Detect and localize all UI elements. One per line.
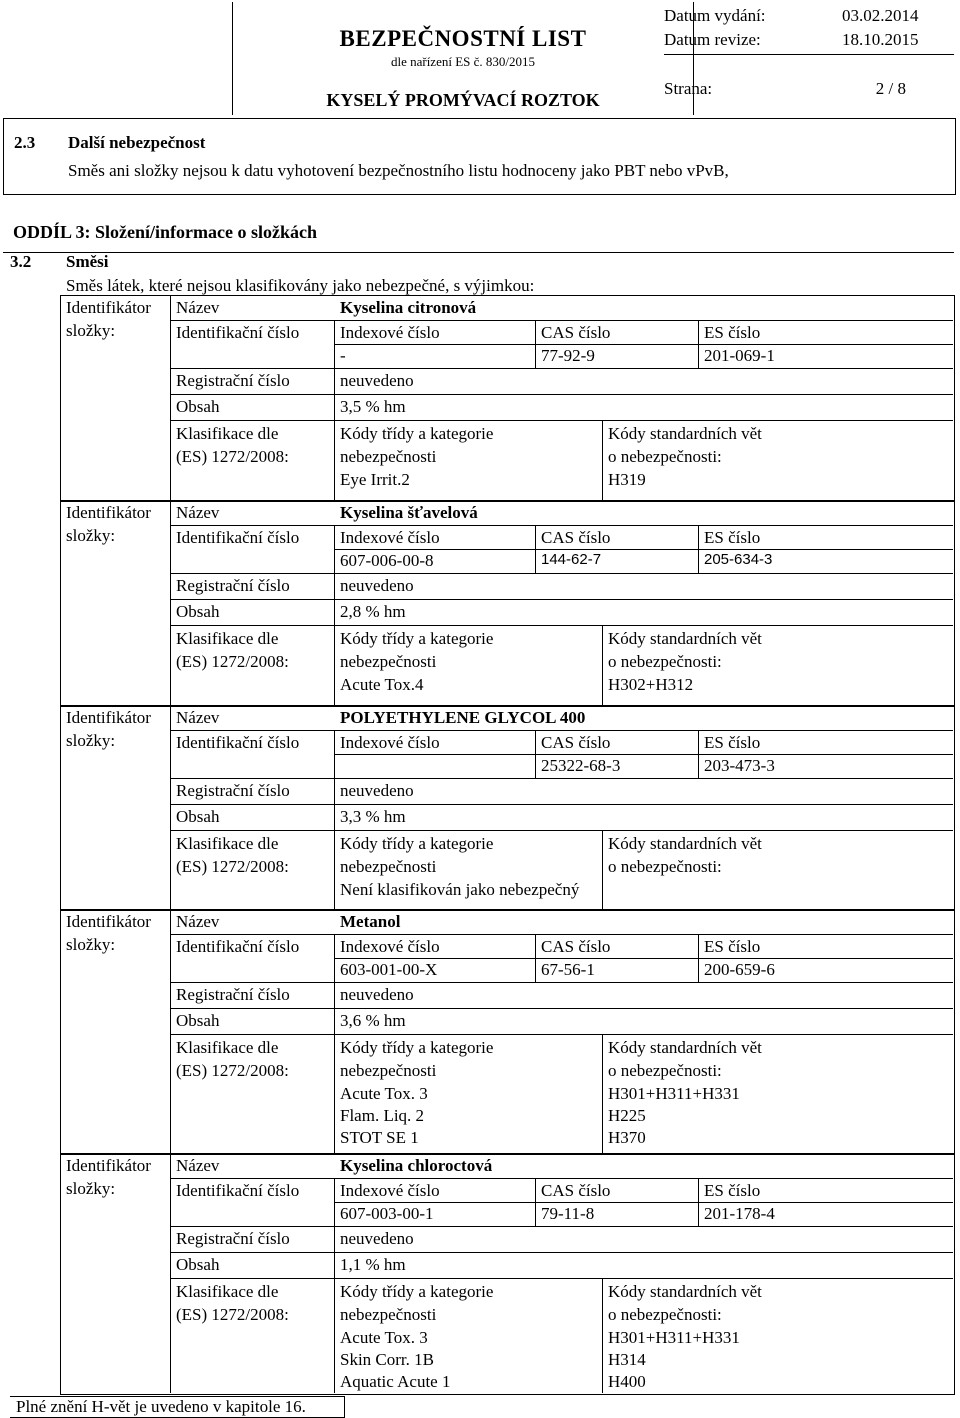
index-number-value: 607-006-00-8 — [340, 551, 434, 570]
section-2-3-title: Další nebezpečnost — [68, 133, 206, 152]
hazard-codes-label: Kódy standardních vět — [608, 424, 762, 443]
index-number-label: Indexové číslo — [340, 733, 440, 752]
es-number-value: 203-473-3 — [704, 756, 775, 775]
registration-label: Registrační číslo — [176, 781, 290, 800]
section-2-3-text: Směs ani složky nejsou k datu vyhotovení bezpečnostního listu hodnoceny jako PBT nebo vPvB, — [68, 161, 729, 180]
column-divider — [602, 830, 603, 909]
document-header — [0, 0, 960, 118]
identifier-label-2: složky: — [66, 321, 116, 340]
classification-label-2: (ES) 1272/2008: — [176, 1305, 289, 1324]
component-name: Kyselina citronová — [340, 298, 477, 317]
cas-number-value: 77-92-9 — [541, 346, 595, 365]
hazard-statement-code: H314 — [608, 1350, 646, 1369]
issue-date: 03.02.2014 — [842, 6, 919, 25]
hazard-class-code: Acute Tox. 3 — [340, 1328, 428, 1347]
hazard-statement-code: H225 — [608, 1106, 646, 1125]
registration-value: neuvedeno — [340, 576, 414, 595]
classification-label-2: (ES) 1272/2008: — [176, 652, 289, 671]
column-divider — [535, 320, 536, 368]
row-divider — [170, 420, 953, 421]
id-number-label: Identifikační číslo — [176, 1181, 300, 1200]
column-divider — [170, 909, 171, 1153]
column-divider — [334, 730, 335, 909]
classification-label-2: (ES) 1272/2008: — [176, 857, 289, 876]
component-block — [0, 1156, 960, 1396]
registration-value: neuvedeno — [340, 371, 414, 390]
row-divider — [334, 754, 953, 755]
content-label: Obsah — [176, 397, 220, 416]
column-divider — [602, 1034, 603, 1153]
index-number-label: Indexové číslo — [340, 323, 440, 342]
classification-label: Klasifikace dle — [176, 1282, 279, 1301]
row-divider — [334, 344, 953, 345]
id-number-label: Identifikační číslo — [176, 937, 300, 956]
identifier-label-2: složky: — [66, 935, 116, 954]
class-codes-label-2: nebezpečnosti — [340, 652, 437, 671]
revision-date-label: Datum revize: — [664, 30, 761, 49]
column-divider — [535, 1178, 536, 1226]
index-number-label: Indexové číslo — [340, 528, 440, 547]
class-codes-label: Kódy třídy a kategorie — [340, 1038, 494, 1057]
identifier-label-2: složky: — [66, 731, 116, 750]
component-name: Kyselina chloroctová — [340, 1156, 493, 1175]
row-divider — [170, 1252, 953, 1253]
section-3-2-title: Směsi — [66, 252, 109, 271]
footer-note — [10, 1396, 345, 1418]
name-label: Název — [176, 708, 220, 727]
registration-value: neuvedeno — [340, 985, 414, 1004]
index-number-label: Indexové číslo — [340, 1181, 440, 1200]
row-divider — [170, 320, 953, 321]
es-number-label: ES číslo — [704, 323, 761, 342]
row-divider — [334, 958, 953, 959]
cas-number-value: 67-56-1 — [541, 960, 595, 979]
hazard-class-code: Není klasifikován jako nebezpečný — [340, 880, 580, 899]
hazard-class-code: Acute Tox.4 — [340, 675, 424, 694]
hazard-statement-code: H319 — [608, 470, 646, 489]
registration-label: Registrační číslo — [176, 985, 290, 1004]
registration-value: neuvedeno — [340, 1229, 414, 1248]
column-divider — [170, 1153, 171, 1393]
classification-label-2: (ES) 1272/2008: — [176, 447, 289, 466]
identifier-label: Identifikátor — [66, 298, 151, 317]
name-label: Název — [176, 503, 220, 522]
row-divider — [170, 778, 953, 779]
cas-number-label: CAS číslo — [541, 733, 611, 752]
column-divider — [334, 525, 335, 705]
content-value: 2,8 % hm — [340, 602, 406, 621]
content-label: Obsah — [176, 1255, 220, 1274]
cas-number-label: CAS číslo — [541, 323, 611, 342]
section-2-3-number: 2.3 — [14, 133, 36, 152]
column-divider — [334, 1178, 335, 1393]
es-number-value: 205-634-3 — [704, 551, 773, 568]
column-divider — [602, 420, 603, 500]
classification-label-2: (ES) 1272/2008: — [176, 1061, 289, 1080]
page-number: 2 / 8 — [875, 79, 906, 98]
column-divider — [698, 525, 699, 573]
row-divider — [170, 804, 953, 805]
column-divider — [698, 1178, 699, 1226]
header-title-block — [232, 2, 694, 115]
page-label: Strana: — [664, 79, 713, 98]
section-3-2-number: 3.2 — [10, 252, 32, 271]
row-divider — [334, 549, 953, 550]
column-divider — [698, 730, 699, 778]
hazard-statement-code: H301+H311+H331 — [608, 1084, 740, 1103]
column-divider — [334, 934, 335, 1153]
component-name: POLYETHYLENE GLYCOL 400 — [340, 708, 586, 727]
section-3-title: ODDÍL 3: Složení/informace o složkách — [13, 222, 317, 242]
es-number-value: 200-659-6 — [704, 960, 775, 979]
column-divider — [170, 295, 171, 500]
cas-number-label: CAS číslo — [541, 528, 611, 547]
es-number-label: ES číslo — [704, 1181, 761, 1200]
cas-number-label: CAS číslo — [541, 937, 611, 956]
component-name: Metanol — [340, 912, 401, 931]
section-3-heading — [3, 212, 954, 253]
component-block — [0, 912, 960, 1156]
cas-number-label: CAS číslo — [541, 1181, 611, 1200]
content-value: 1,1 % hm — [340, 1255, 406, 1274]
hazard-class-code: STOT SE 1 — [340, 1128, 419, 1147]
identifier-label: Identifikátor — [66, 912, 151, 931]
identifier-label: Identifikátor — [66, 708, 151, 727]
row-divider — [170, 394, 953, 395]
content-value: 3,6 % hm — [340, 1011, 406, 1030]
column-divider — [535, 934, 536, 982]
content-label: Obsah — [176, 602, 220, 621]
class-codes-label: Kódy třídy a kategorie — [340, 424, 494, 443]
column-divider — [698, 934, 699, 982]
hazard-statement-code: H302+H312 — [608, 675, 694, 694]
column-divider — [170, 705, 171, 909]
hazard-codes-label-2: o nebezpečnosti: — [608, 857, 722, 876]
classification-label: Klasifikace dle — [176, 424, 279, 443]
issue-date-label: Datum vydání: — [664, 6, 766, 25]
hazard-codes-label-2: o nebezpečnosti: — [608, 1061, 722, 1080]
index-number-value: 603-001-00-X — [340, 960, 438, 979]
identifier-label: Identifikátor — [66, 503, 151, 522]
component-frame — [60, 295, 955, 502]
row-divider — [334, 1202, 953, 1203]
hazard-statement-code: H370 — [608, 1128, 646, 1147]
column-divider — [698, 320, 699, 368]
es-number-label: ES číslo — [704, 937, 761, 956]
revision-date: 18.10.2015 — [842, 30, 919, 49]
hazard-codes-label: Kódy standardních vět — [608, 834, 762, 853]
column-divider — [602, 1278, 603, 1393]
hazard-class-code: Acute Tox. 3 — [340, 1084, 428, 1103]
identifier-label: Identifikátor — [66, 1156, 151, 1175]
class-codes-label: Kódy třídy a kategorie — [340, 629, 494, 648]
footer-text: Plné znění H-vět je uvedeno v kapitole 16. — [16, 1397, 306, 1416]
id-number-label: Identifikační číslo — [176, 323, 300, 342]
component-name: Kyselina šťavelová — [340, 503, 478, 522]
section-3-2-intro: Směs látek, které nejsou klasifikovány jako nebezpečné, s výjimkou: — [66, 276, 535, 295]
component-frame — [60, 500, 955, 707]
column-divider — [535, 525, 536, 573]
classification-label: Klasifikace dle — [176, 629, 279, 648]
column-divider — [334, 320, 335, 500]
class-codes-label-2: nebezpečnosti — [340, 1305, 437, 1324]
hazard-codes-label: Kódy standardních vět — [608, 629, 762, 648]
class-codes-label: Kódy třídy a kategorie — [340, 834, 494, 853]
product-name: KYSELÝ PROMÝVACÍ ROZTOK — [326, 90, 600, 110]
content-value: 3,3 % hm — [340, 807, 406, 826]
es-number-value: 201-178-4 — [704, 1204, 775, 1223]
hazard-class-code: Aquatic Acute 1 — [340, 1372, 451, 1391]
hazard-class-code: Eye Irrit.2 — [340, 470, 410, 489]
component-block — [0, 708, 960, 912]
section-2-3 — [3, 118, 956, 195]
header-divider — [664, 54, 954, 55]
column-divider — [535, 730, 536, 778]
index-number-label: Indexové číslo — [340, 937, 440, 956]
name-label: Název — [176, 912, 220, 931]
hazard-statement-code: H301+H311+H331 — [608, 1328, 740, 1347]
regulation-subtitle: dle nařízení ES č. 830/2015 — [390, 54, 536, 69]
cas-number-value: 79-11-8 — [541, 1204, 595, 1223]
column-divider — [602, 625, 603, 705]
hazard-statement-code: H400 — [608, 1372, 646, 1391]
registration-label: Registrační číslo — [176, 1229, 290, 1248]
component-frame — [60, 705, 955, 911]
registration-value: neuvedeno — [340, 781, 414, 800]
classification-label: Klasifikace dle — [176, 834, 279, 853]
row-divider — [170, 599, 953, 600]
id-number-label: Identifikační číslo — [176, 733, 300, 752]
content-label: Obsah — [176, 807, 220, 826]
row-divider — [170, 573, 953, 574]
es-number-label: ES číslo — [704, 528, 761, 547]
row-divider — [170, 730, 953, 731]
row-divider — [170, 1278, 953, 1279]
row-divider — [170, 525, 953, 526]
cas-number-value: 144-62-7 — [541, 551, 602, 568]
row-divider — [170, 934, 953, 935]
hazard-codes-label: Kódy standardních vět — [608, 1038, 762, 1057]
content-label: Obsah — [176, 1011, 220, 1030]
index-number-value: - — [340, 346, 346, 365]
row-divider — [170, 1178, 953, 1179]
component-frame — [60, 909, 955, 1155]
hazard-codes-label: Kódy standardních vět — [608, 1282, 762, 1301]
row-divider — [170, 1008, 953, 1009]
component-block — [0, 298, 960, 503]
content-value: 3,5 % hm — [340, 397, 406, 416]
class-codes-label: Kódy třídy a kategorie — [340, 1282, 494, 1301]
hazard-codes-label-2: o nebezpečnosti: — [608, 652, 722, 671]
identifier-label-2: složky: — [66, 1179, 116, 1198]
hazard-codes-label-2: o nebezpečnosti: — [608, 1305, 722, 1324]
classification-label: Klasifikace dle — [176, 1038, 279, 1057]
index-number-value: 607-003-00-1 — [340, 1204, 434, 1223]
document-title: BEZPEČNOSTNÍ LIST — [339, 26, 587, 51]
class-codes-label-2: nebezpečnosti — [340, 1061, 437, 1080]
identifier-label-2: složky: — [66, 526, 116, 545]
row-divider — [170, 1226, 953, 1227]
hazard-class-code: Skin Corr. 1B — [340, 1350, 434, 1369]
row-divider — [170, 368, 953, 369]
name-label: Název — [176, 1156, 220, 1175]
hazard-class-code: Flam. Liq. 2 — [340, 1106, 425, 1125]
column-divider — [170, 500, 171, 705]
cas-number-value: 25322-68-3 — [541, 756, 621, 775]
es-number-value: 201-069-1 — [704, 346, 775, 365]
hazard-codes-label-2: o nebezpečnosti: — [608, 447, 722, 466]
name-label: Název — [176, 298, 220, 317]
row-divider — [170, 830, 953, 831]
row-divider — [170, 625, 953, 626]
id-number-label: Identifikační číslo — [176, 528, 300, 547]
registration-label: Registrační číslo — [176, 576, 290, 595]
class-codes-label-2: nebezpečnosti — [340, 857, 437, 876]
class-codes-label-2: nebezpečnosti — [340, 447, 437, 466]
component-frame — [60, 1153, 955, 1395]
component-block — [0, 503, 960, 708]
row-divider — [170, 1034, 953, 1035]
row-divider — [170, 982, 953, 983]
es-number-label: ES číslo — [704, 733, 761, 752]
registration-label: Registrační číslo — [176, 371, 290, 390]
